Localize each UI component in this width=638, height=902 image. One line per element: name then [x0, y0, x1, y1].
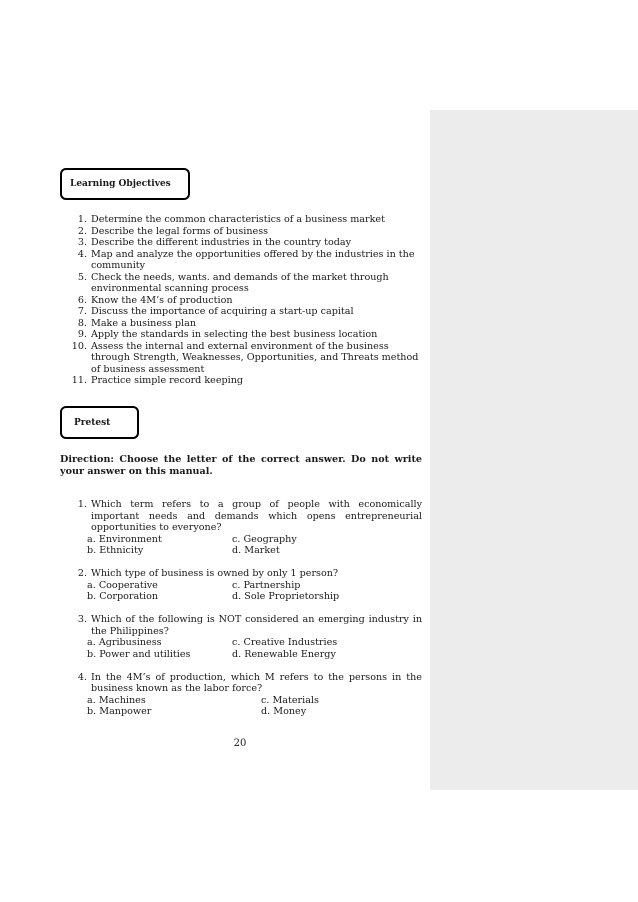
- choice-a: a. Environment: [87, 533, 162, 545]
- list-item: [66, 226, 426, 238]
- item-number: 7.: [77, 306, 87, 317]
- choice-b: b. Power and utilities: [87, 648, 191, 660]
- list-item: [66, 306, 426, 318]
- question-number: 1.: [77, 499, 87, 510]
- question-stem: Which term refers to a group of people with economically important needs and demands which opens entrepreneurial opportunities to everyone?: [91, 499, 422, 533]
- pretest-heading: [60, 406, 139, 439]
- item-number: 9.: [77, 329, 87, 340]
- item-text: Practice simple record keeping: [91, 375, 244, 386]
- choice-c: c. Creative Industries: [232, 637, 338, 648]
- choice-b: b. Manpower: [87, 706, 152, 717]
- choice-c: c. Geography: [232, 533, 297, 545]
- item-text: Assess the internal and external environment of the business through Strength, Weaknesses, Opportunities, and Threats method of business assessment: [91, 340, 419, 375]
- questions-list: [66, 499, 422, 729]
- item-text: Know the 4M’s of production: [91, 294, 233, 306]
- choice-c: c. Materials: [261, 694, 319, 706]
- question-item: [66, 568, 422, 603]
- question-stem: Which of the following is NOT considered an emerging industry in the Philippines?: [91, 614, 422, 637]
- item-text: Discuss the importance of acquiring a start-up capital: [91, 306, 354, 317]
- choice-d: d. Sole Proprietorship: [232, 591, 340, 602]
- objectives-list: [66, 214, 426, 387]
- item-text: Make a business plan: [91, 317, 197, 329]
- question-number: 2.: [77, 568, 87, 579]
- choice-c: c. Partnership: [232, 579, 301, 591]
- choice-d: d. Market: [232, 545, 280, 556]
- pretest-title: Pretest: [74, 417, 111, 428]
- comment-pane: [430, 110, 638, 790]
- question-stem: Which type of business is owned by only 1 person?: [91, 568, 339, 579]
- item-text: Map and analyze the opportunities offered by the industries in the community: [91, 248, 415, 271]
- list-item: [66, 272, 426, 295]
- item-number: 8.: [77, 317, 87, 329]
- item-number: 4.: [77, 248, 87, 260]
- item-text: Describe the legal forms of business: [91, 225, 269, 237]
- question-number: 3.: [77, 614, 87, 625]
- item-number: 6.: [77, 294, 87, 306]
- item-number: 5.: [77, 271, 87, 283]
- item-number: 3.: [77, 237, 87, 248]
- choice-a: a. Machines: [87, 694, 146, 706]
- item-number: 11.: [71, 375, 87, 386]
- choice-d: d. Money: [261, 706, 307, 717]
- choice-a: a. Cooperative: [87, 579, 158, 591]
- choice-b: b. Corporation: [87, 591, 159, 602]
- item-text: Describe the different industries in the country today: [91, 237, 352, 248]
- list-item: [66, 237, 426, 249]
- item-text: Apply the standards in selecting the best business location: [91, 329, 378, 340]
- item-number: 1.: [77, 214, 87, 225]
- item-text: Determine the common characteristics of a business market: [91, 214, 385, 225]
- page-number: 20: [233, 738, 247, 749]
- question-item: [66, 672, 422, 718]
- item-number: 10.: [71, 340, 87, 352]
- item-text: Check the needs, wants. and demands of the market through environmental scanning process: [91, 271, 389, 294]
- list-item: [66, 249, 426, 272]
- question-number: 4.: [77, 671, 87, 683]
- learning-objectives-title: Learning Objectives: [70, 179, 171, 189]
- question-item: [66, 499, 422, 557]
- list-item: [66, 375, 426, 387]
- question-item: [66, 614, 422, 660]
- question-stem: In the 4M’s of production, which M refers to the persons in the business known as the labor force?: [91, 671, 422, 694]
- list-item: [66, 318, 426, 330]
- list-item: [66, 341, 426, 376]
- learning-objectives-heading: [60, 168, 190, 200]
- choice-d: d. Renewable Energy: [232, 648, 336, 660]
- list-item: [66, 214, 426, 226]
- choice-a: a. Agribusiness: [87, 637, 162, 648]
- list-item: [66, 295, 426, 307]
- item-number: 2.: [77, 225, 87, 237]
- list-item: [66, 329, 426, 341]
- choice-b: b. Ethnicity: [87, 545, 144, 556]
- direction-text: Direction: Choose the letter of the correct answer. Do not write your answer on this manual.: [60, 454, 422, 477]
